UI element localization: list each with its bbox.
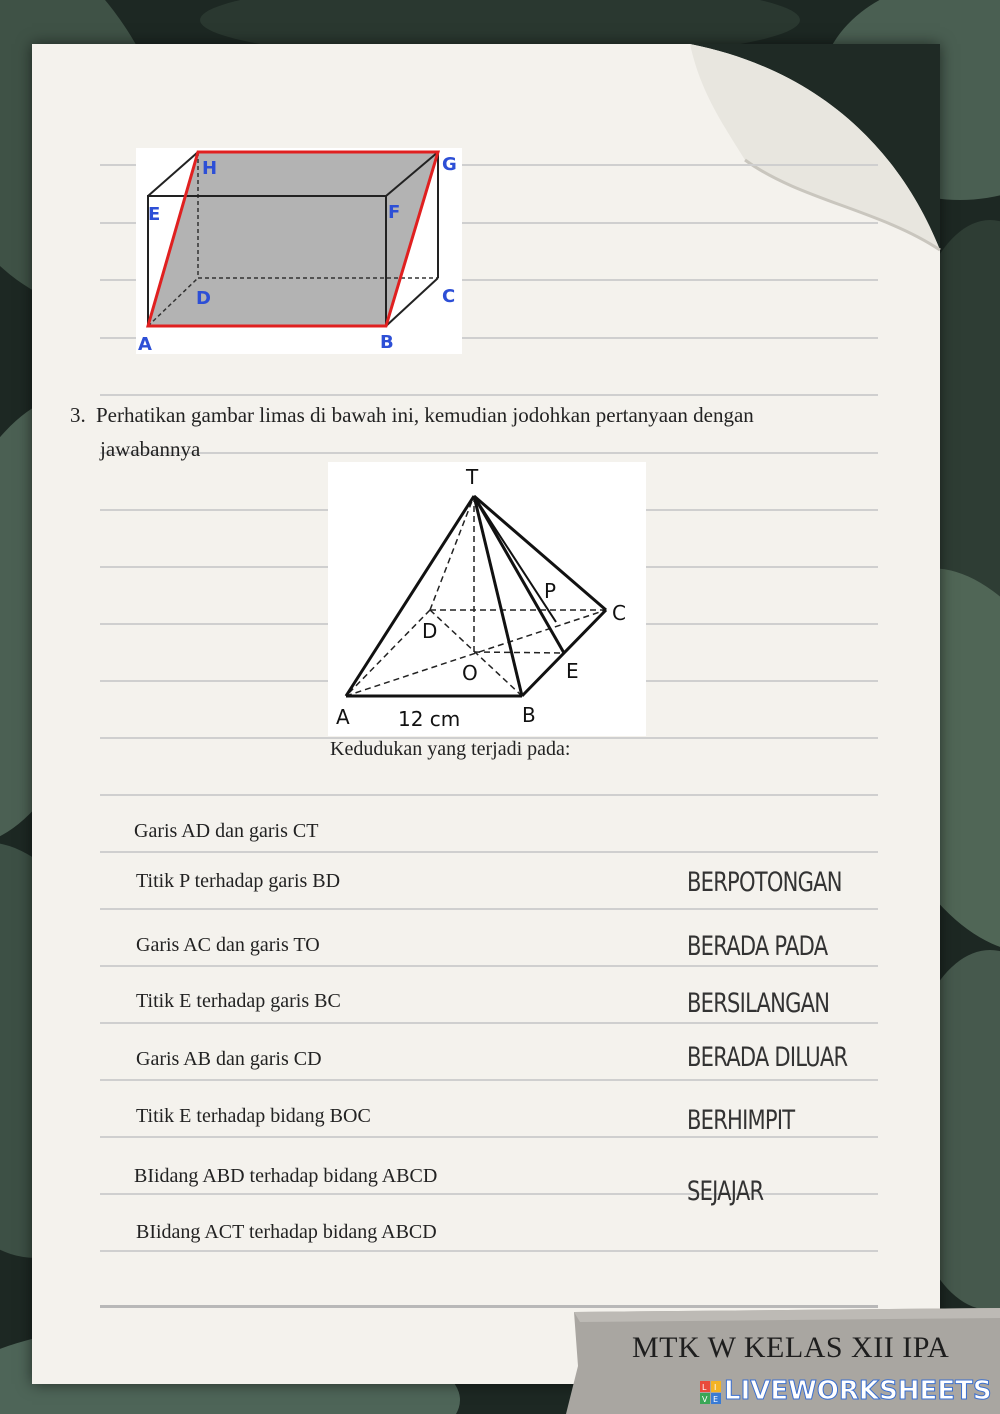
question-line-2: jawabannya bbox=[100, 437, 201, 461]
pyramid-diagram bbox=[328, 462, 646, 736]
vertex-label-d: D bbox=[196, 288, 211, 309]
vertex-label-g: G bbox=[442, 154, 457, 175]
liveworksheets-brand[interactable]: LIVEWORKSHEETS bbox=[724, 1376, 992, 1406]
question-item: BIidang ACT terhadap bidang ABCD bbox=[136, 1221, 437, 1243]
vertex-label-e: E bbox=[148, 204, 161, 225]
banner-title: MTK W KELAS XII IPA bbox=[632, 1331, 950, 1364]
logo-letter: L bbox=[702, 1383, 707, 1392]
question-item: Garis AB dan garis CD bbox=[136, 1048, 322, 1070]
answer-option-berada-pada[interactable]: BERADA PADA bbox=[687, 931, 828, 962]
liveworksheets-logo-icon bbox=[700, 1381, 722, 1405]
question-item: Titik E terhadap garis BC bbox=[136, 990, 341, 1012]
answer-option-berada-diluar[interactable]: BERADA DILUAR bbox=[687, 1042, 848, 1073]
question-item: Titik P terhadap garis BD bbox=[136, 870, 341, 892]
vertex-label-b: B bbox=[522, 703, 536, 727]
question-item: BIidang ABD terhadap bidang ABCD bbox=[134, 1165, 438, 1187]
box-figure bbox=[136, 148, 462, 354]
matching-caption: Kedudukan yang terjadi pada: bbox=[330, 738, 571, 760]
vertex-label-o: O bbox=[462, 661, 478, 685]
pyramid-figure bbox=[328, 462, 646, 736]
logo-letter: V bbox=[702, 1395, 708, 1404]
dimension-label: 12 cm bbox=[398, 707, 461, 731]
logo-letter: I bbox=[714, 1383, 717, 1392]
vertex-label-h: H bbox=[202, 158, 218, 179]
vertex-label-b: B bbox=[380, 332, 394, 353]
question-text bbox=[70, 398, 920, 466]
question-line-1: Perhatikan gambar limas di bawah ini, kemudian jodohkan pertanyaan dengan bbox=[96, 403, 754, 427]
answer-option-sejajar[interactable]: SEJAJAR bbox=[687, 1176, 764, 1207]
question-item: Titik E terhadap bidang BOC bbox=[136, 1105, 371, 1127]
question-item: Garis AC dan garis TO bbox=[136, 934, 320, 956]
answer-option-berpotongan[interactable]: BERPOTONGAN bbox=[687, 867, 842, 898]
vertex-label-t: T bbox=[466, 465, 479, 489]
vertex-label-a: A bbox=[138, 334, 152, 354]
vertex-label-c: C bbox=[612, 601, 626, 625]
vertex-label-a: A bbox=[336, 705, 350, 729]
question-number: 3. bbox=[70, 403, 86, 427]
answer-option-berhimpit[interactable]: BERHIMPIT bbox=[687, 1105, 795, 1136]
vertex-label-d: D bbox=[422, 619, 438, 643]
vertex-label-f: F bbox=[388, 202, 401, 223]
logo-letter: E bbox=[713, 1395, 719, 1404]
question-item: Garis AD dan garis CT bbox=[134, 820, 319, 842]
answer-option-bersilangan[interactable]: BERSILANGAN bbox=[687, 988, 830, 1019]
box-diagram bbox=[136, 148, 462, 354]
vertex-label-e: E bbox=[566, 659, 579, 683]
vertex-label-c: C bbox=[442, 286, 456, 307]
vertex-label-p: P bbox=[544, 579, 557, 603]
